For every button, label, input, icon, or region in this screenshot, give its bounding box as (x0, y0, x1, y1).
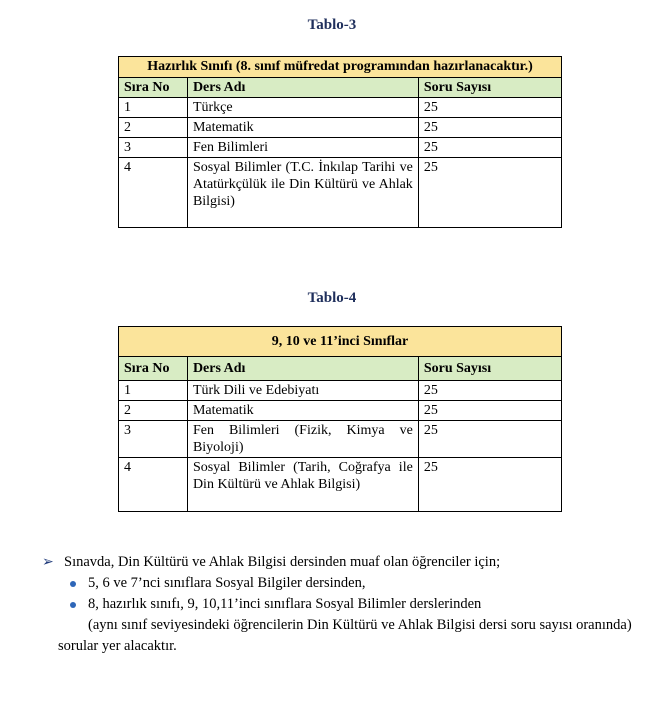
cell-soru-sayisi: 25 (418, 98, 561, 118)
cell-sira-no: 3 (119, 421, 188, 458)
cell-soru-sayisi: 25 (418, 118, 561, 138)
table-row (119, 381, 562, 401)
tablo3-caption: Tablo-3 (307, 17, 357, 33)
arrow-bullet-icon: ➢ (42, 555, 54, 570)
list-item (42, 594, 652, 615)
tablo4-table (118, 326, 562, 512)
cell-ders-adi: Sosyal Bilimler (Tarih, Coğrafya ile Din Kültürü ve Ahlak Bilgisi) (187, 458, 418, 512)
note-intro (42, 552, 652, 573)
list-item (42, 573, 652, 594)
table-row (119, 458, 562, 512)
cell-soru-sayisi: 25 (418, 138, 561, 158)
cell-sira-no: 2 (119, 401, 188, 421)
bullet-dot-icon (70, 602, 76, 608)
table-row (119, 98, 562, 118)
bullet-dot-icon (70, 581, 76, 587)
cell-sira-no: 1 (119, 381, 188, 401)
list-item-text: 5, 6 ve 7’nci sınıflara Sosyal Bilgiler dersinden, (88, 575, 366, 591)
cell-ders-adi: Fen Bilimleri (187, 138, 418, 158)
cell-ders-adi: Türk Dili ve Edebiyatı (187, 381, 418, 401)
cell-ders-adi: Fen Bilimleri (Fizik, Kimya ve Biyoloji) (187, 421, 418, 458)
cell-soru-sayisi: 25 (418, 158, 561, 228)
cell-sira-no: 2 (119, 118, 188, 138)
tablo3-table (118, 56, 562, 228)
cell-soru-sayisi: 25 (418, 381, 561, 401)
cell-ders-adi: Sosyal Bilimler (T.C. İnkılap Tarihi ve Atatürkçülük ile Din Kültürü ve Ahlak Bilgisi) (187, 158, 418, 228)
list-item-subtext: (aynı sınıf seviyesindeki öğrencilerin Din Kültürü ve Ahlak Bilgisi dersi soru sayısı oranında) (88, 617, 632, 633)
column-header-sira-no: Sıra No (119, 78, 188, 98)
cell-soru-sayisi: 25 (418, 458, 561, 512)
table-row (119, 138, 562, 158)
cell-ders-adi: Türkçe (187, 98, 418, 118)
cell-ders-adi: Matematik (187, 118, 418, 138)
cell-sira-no: 3 (119, 138, 188, 158)
table-row (119, 421, 562, 458)
table-row (119, 401, 562, 421)
column-header-sira-no: Sıra No (119, 357, 188, 381)
cell-soru-sayisi: 25 (418, 421, 561, 458)
tablo4-caption: Tablo-4 (307, 290, 357, 306)
column-header-ders-adi: Ders Adı (187, 78, 418, 98)
cell-sira-no: 1 (119, 98, 188, 118)
table-row (119, 158, 562, 228)
cell-sira-no: 4 (119, 158, 188, 228)
column-header-ders-adi: Ders Adı (187, 357, 418, 381)
notes-section (42, 552, 652, 657)
note-closing: sorular yer alacaktır. (58, 638, 177, 654)
column-header-soru-sayisi: Soru Sayısı (418, 78, 561, 98)
table-row (119, 118, 562, 138)
column-header-soru-sayisi: Soru Sayısı (418, 357, 561, 381)
tablo4-title: 9, 10 ve 11’inci Sınıflar (119, 327, 562, 357)
note-intro-text: Sınavda, Din Kültürü ve Ahlak Bilgisi dersinden muaf olan öğrenciler için; (64, 554, 501, 570)
cell-soru-sayisi: 25 (418, 401, 561, 421)
list-item-text: 8, hazırlık sınıfı, 9, 10,11’inci sınıflara Sosyal Bilimler derslerinden (88, 596, 482, 612)
cell-sira-no: 4 (119, 458, 188, 512)
cell-ders-adi: Matematik (187, 401, 418, 421)
tablo3-title: Hazırlık Sınıfı (8. sınıf müfredat programından hazırlanacaktır.) (119, 57, 562, 78)
